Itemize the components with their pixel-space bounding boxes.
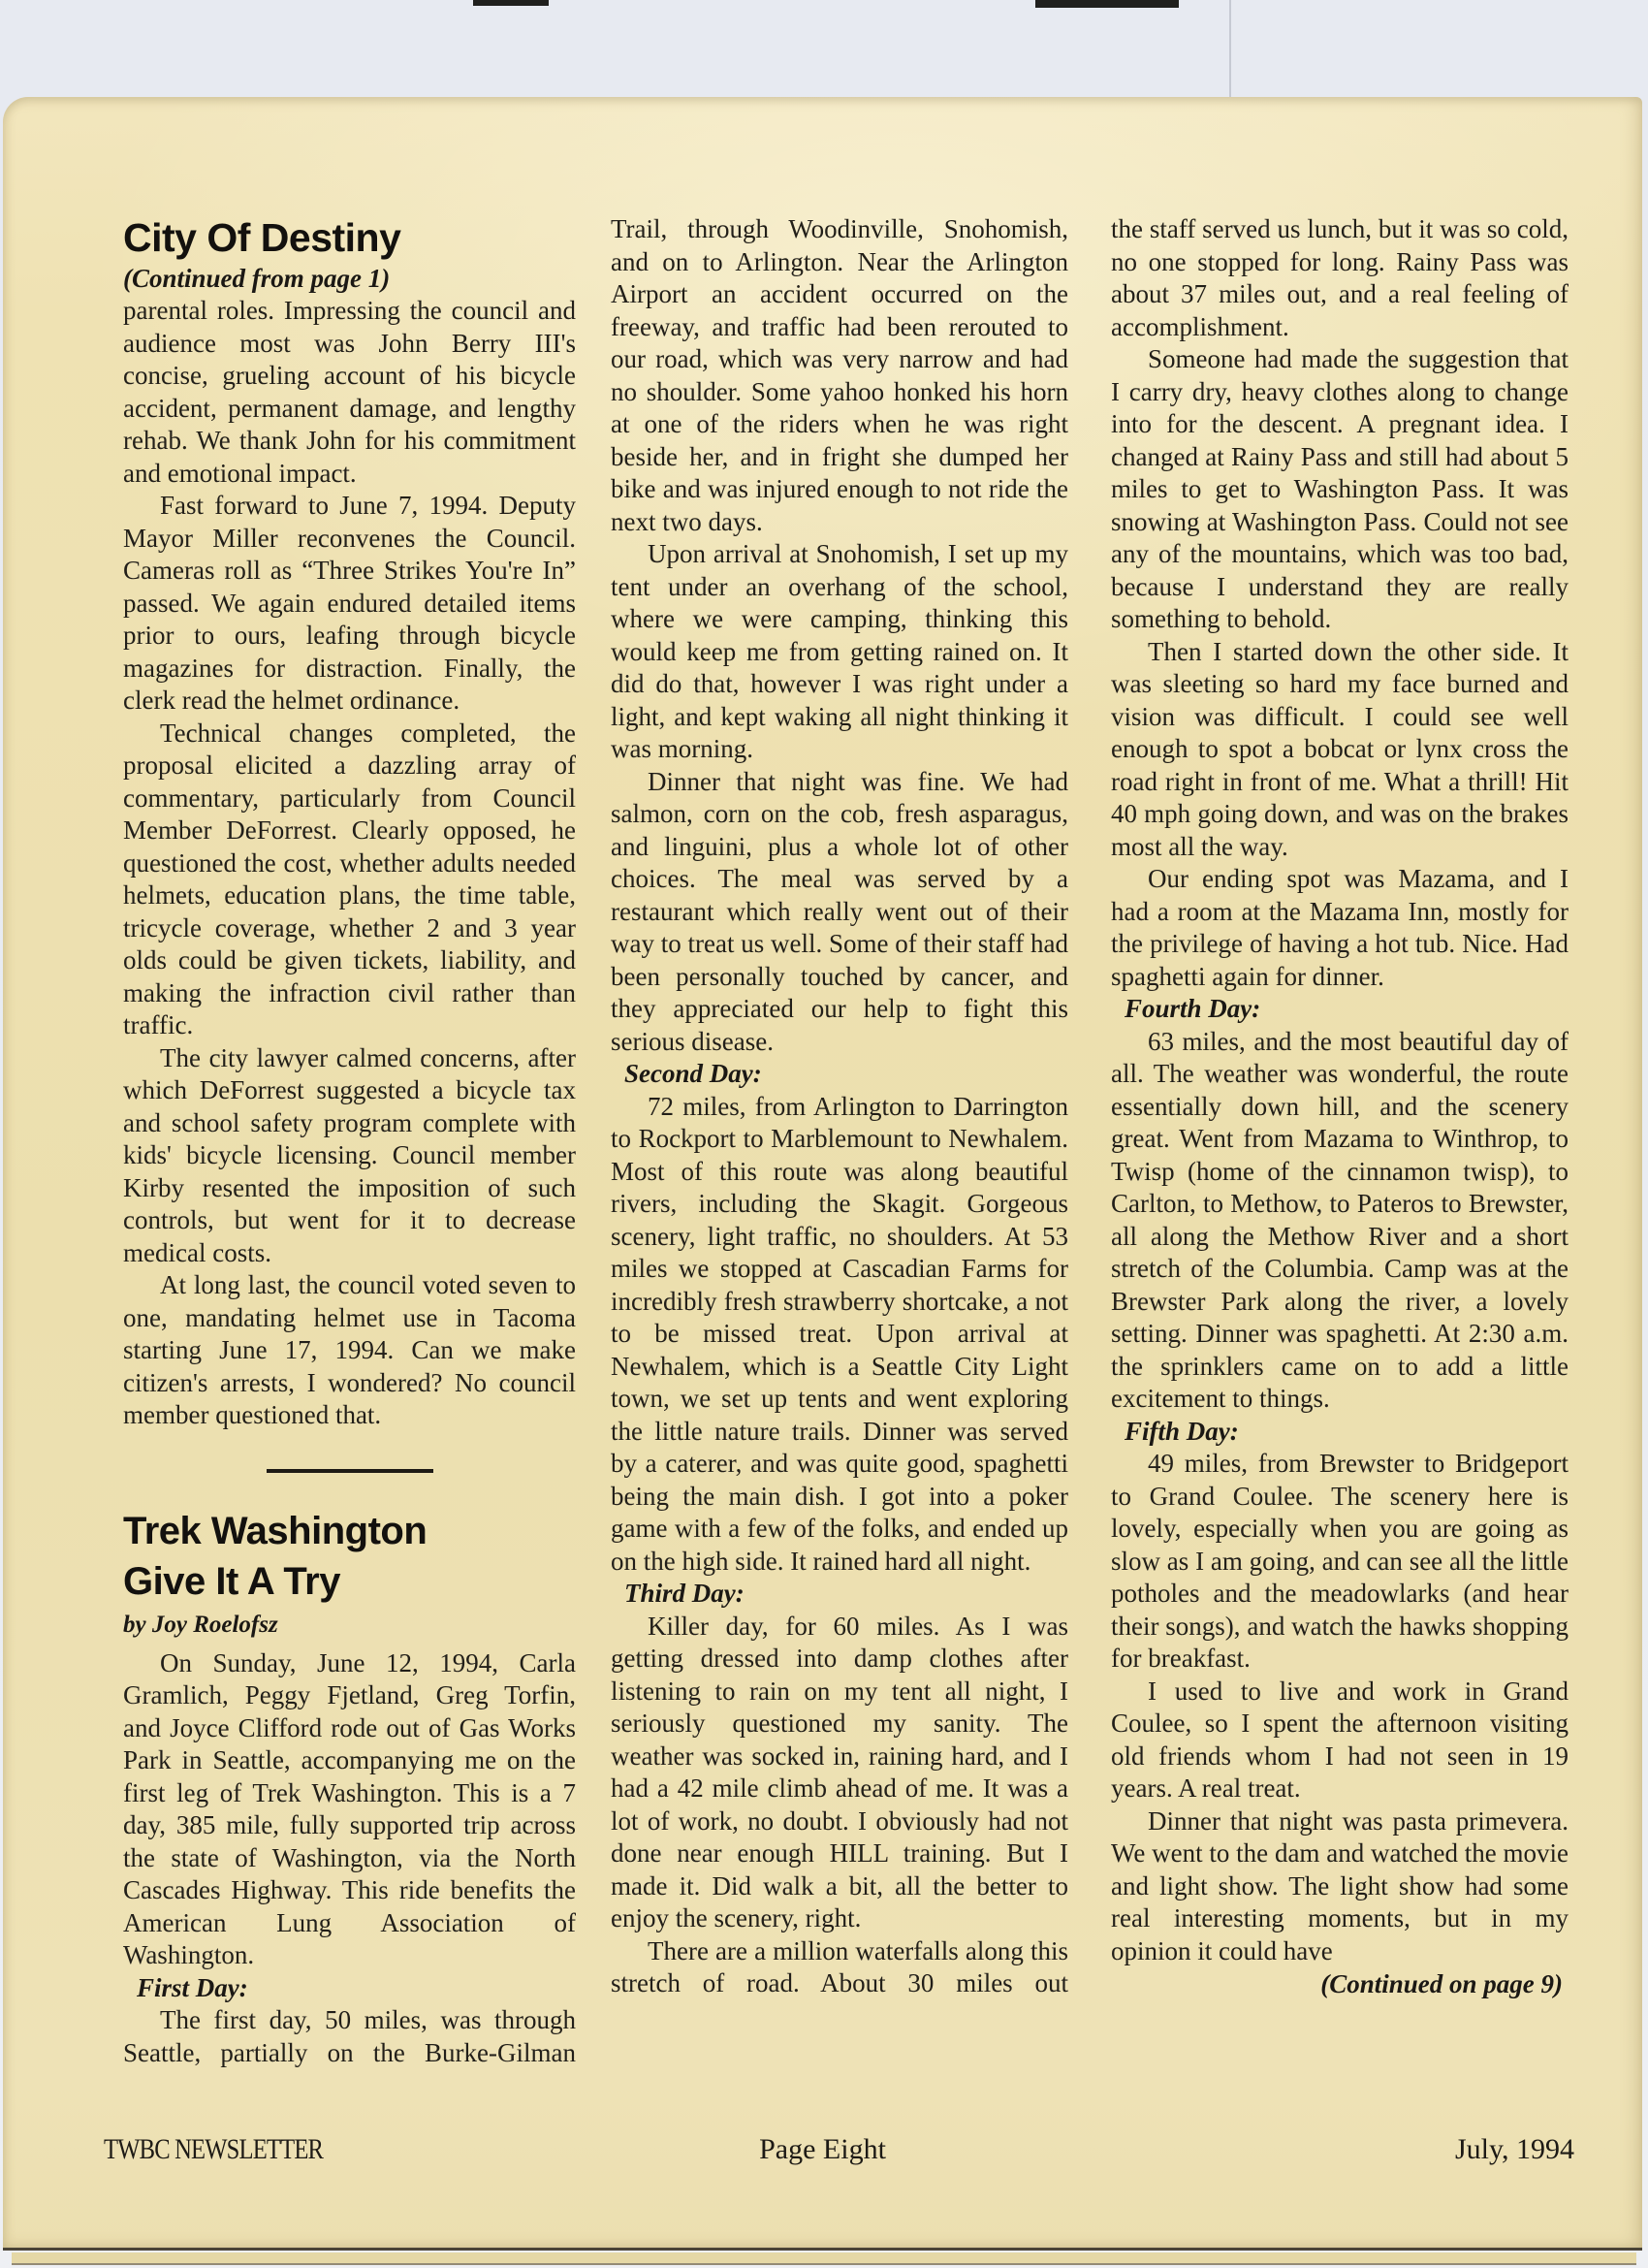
section-divider [267,1469,433,1473]
article-title-line: Give It A Try [123,1559,340,1603]
scan-crease-line [1229,0,1231,99]
paragraph: Someone had made the suggestion that I carry dry, heavy clothes along to change into for the descent. A pregnant idea. I changed at Rainy Pass and still had about 5 miles to get to Washington Pass. It was snowing at Washington Pass. Could not see any of the mountains, which was too bad, because I understand they are really something to behold. [1111,344,1569,633]
paragraph: parental roles. Impressing the council and audience most was John Berry III's concise, grueling account of his bicycle accident, permanent damage, and lengthy rehab. We thank John for his commitment and emotional impact. [123,296,576,488]
article-title-line: Trek Washington [123,1509,428,1552]
footer-date: July, 1994 [1454,2133,1574,2165]
paragraph: Technical changes completed, the proposal elicited a dazzling array of commentary, particularly from Council Member DeForrest. Clearly opposed, he questioned the cost, whether adults needed helmets, education plans, the time table, tricycle coverage, whether 2 and 3 year olds could be given tickets, liability, and making the infraction civil rather than traffic. [123,718,576,1039]
day-heading-fifth: Fifth Day: [1125,1416,1239,1446]
paragraph: Then I started down the other side. It was sleeting so hard my face burned and vision was difficult. I could see well enough to spot a bobcat or lynx cross the road right in front of me. What a thrill! Hit 40 mph going down, and was on the brakes most all the way. [1111,636,1569,861]
paragraph: Our ending spot was Mazama, and I had a room at the Mazama Inn, mostly for the privilege of having a hot tub. Nice. Had spaghetti again for dinner. [1111,864,1569,991]
scanner-edge-mark [473,0,549,6]
page-footer [3,2133,1642,2172]
underlying-page-edge [12,2252,1636,2265]
paragraph: Killer day, for 60 miles. As I was getting dressed into damp clothes after listening to rain on my tent all night, I seriously questioned my sanity. The weather was socked in, raining hard, and I had a 42 mile climb ahead of me. It was a lot of work, no doubt. I obviously had not done near enough HILL training. But I made it. Did walk a bit, all the better to enjoy the scenery, right. [611,1611,1068,1933]
article-title-city-of-destiny: City Of Destiny [123,215,401,260]
paragraph: I used to live and work in Grand Coulee, so I spent the afternoon visiting old friends whom I had not seen in 19 years. A real treat. [1111,1676,1569,1803]
paragraph-continuation: Trail, through Woodinville, Snohomish, and on to Arlington. Near the Arlington Airport an accident occurred on the freeway, and traffic had been rerouted to our road, which was very narrow and had no shoulder. Some yahoo honked his horn at one of the riders when he was right beside her, and in fright she dumped her bike and was injured enough to not ride the next two days. [611,214,1068,536]
paragraph: Dinner that night was pasta primevera. We went to the dam and watched the movie and light show. The light show had some real interesting moments, but in my opinion it could have [1111,1805,1569,1965]
continued-from-note: (Continued from page 1) [123,264,391,293]
day-heading-second: Second Day: [624,1059,762,1088]
paragraph-fragment: There are a million waterfalls along this stretch of road. About 30 miles out [611,1935,1068,1997]
newsletter-page [3,97,1642,2251]
paragraph: Upon arrival at Snohomish, I set up my tent under an overhang of the school, where we were camping, thinking this would keep me from getting rained on. It did do that, however I was right under a light, and kept waking all night thinking it was morning. [611,539,1068,763]
paragraph-continuation: the staff served us lunch, but it was so cold, no one stopped for long. Rainy Pass was about 37 miles out, and a real feeling of accomplishment. [1111,214,1569,341]
continued-on-note: (Continued on page 9) [1320,1969,1563,1998]
paragraph: Dinner that night was fine. We had salmon, corn on the cob, fresh asparagus, and linguini, plus a whole lot of other choices. The meal was served by a restaurant which really went out of their way to treat us well. Some of their staff had been personally touched by cancer, and they appreciated our help to fight this serious disease. [611,766,1068,1056]
article-title-trek-washington [123,1506,576,1607]
paragraph: Fast forward to June 7, 1994. Deputy Mayor Miller reconvenes the Council. Cameras roll as “Three Strikes You're In” passed. We again endured detailed items prior to ours, leafing through bicycle magazines for distraction. Finally, the clerk read the helmet ordinance. [123,491,576,715]
scanner-edge-mark [1035,0,1179,8]
paragraph: 49 miles, from Brewster to Bridgeport to Grand Coulee. The scenery here is lovely, especially when you are going as slow as I am going, and can see all the little potholes and the meadowlarks (and hear their songs), and watch the hawks shopping for breakfast. [1111,1449,1569,1673]
day-heading-first: First Day: [137,1972,248,2002]
paragraph: The city lawyer calmed concerns, after which DeForrest suggested a bicycle tax and school safety program complete with kids' bicycle licensing. Council member Kirby resented the imposition of such controls, but went for it to decrease medical costs. [123,1042,576,1267]
byline: by Joy Roelofsz [123,1611,278,1638]
column-3 [1111,213,1569,2000]
day-heading-fourth: Fourth Day: [1125,994,1261,1023]
paragraph: At long last, the council voted seven to one, mandating helmet use in Tacoma starting June 17, 1994. Can we make citizen's arrests, I wondered? No council member questioned that. [123,1270,576,1429]
column-2 [611,213,1068,2000]
footer-page-number: Page Eight [759,2133,886,2165]
column-1 [123,213,576,2069]
paragraph: 63 miles, and the most beautiful day of all. The weather was wonderful, the route essentially down hill, and the scenery great. Went from Mazama to Winthrop, to Twisp (home of the cinnamon twisp), to Carlton, to Methow, to Pateros to Brewster, all along the Methow River and a short stretch of the Columbia. Camp was at the Brewster Park along the river, a lovely setting. Dinner was spaghetti. At 2:30 a.m. the sprinklers came on to add a little excitement to things. [1111,1026,1569,1413]
paragraph: 72 miles, from Arlington to Darrington to Rockport to Marblemount to Newhalem. Most of this route was along beautiful rivers, including the Skagit. Gorgeous scenery, light traffic, no shoulders. At 53 miles we stopped at Cascadian Farms for incredibly fresh strawberry shortcake, a not to be missed treat. Upon arrival at Newhalem, which is a Seattle City Light town, we set up tents and went exploring the little nature trails. Dinner was served by a caterer, and was quite good, spaghetti being the main dish. I got into a poker game with a few of the folks, and ended up on the high side. It rained hard all night. [611,1091,1068,1576]
paragraph-fragment: The first day, 50 miles, was through Seattle, partially on the Burke-Gilman [123,2005,576,2067]
paragraph: On Sunday, June 12, 1994, Carla Gramlich, Peggy Fjetland, Greg Torfin, and Joyce Clifford rode out of Gas Works Park in Seattle, accompanying me on the first leg of Trek Washington. This is a 7 day, 385 mile, fully supported trip across the state of Washington, via the North Cascades Highway. This ride benefits the American Lung Association of Washington. [123,1647,576,1969]
footer-newsletter-title: TWBC NEWSLETTER [104,2133,324,2165]
day-heading-third: Third Day: [624,1579,745,1608]
